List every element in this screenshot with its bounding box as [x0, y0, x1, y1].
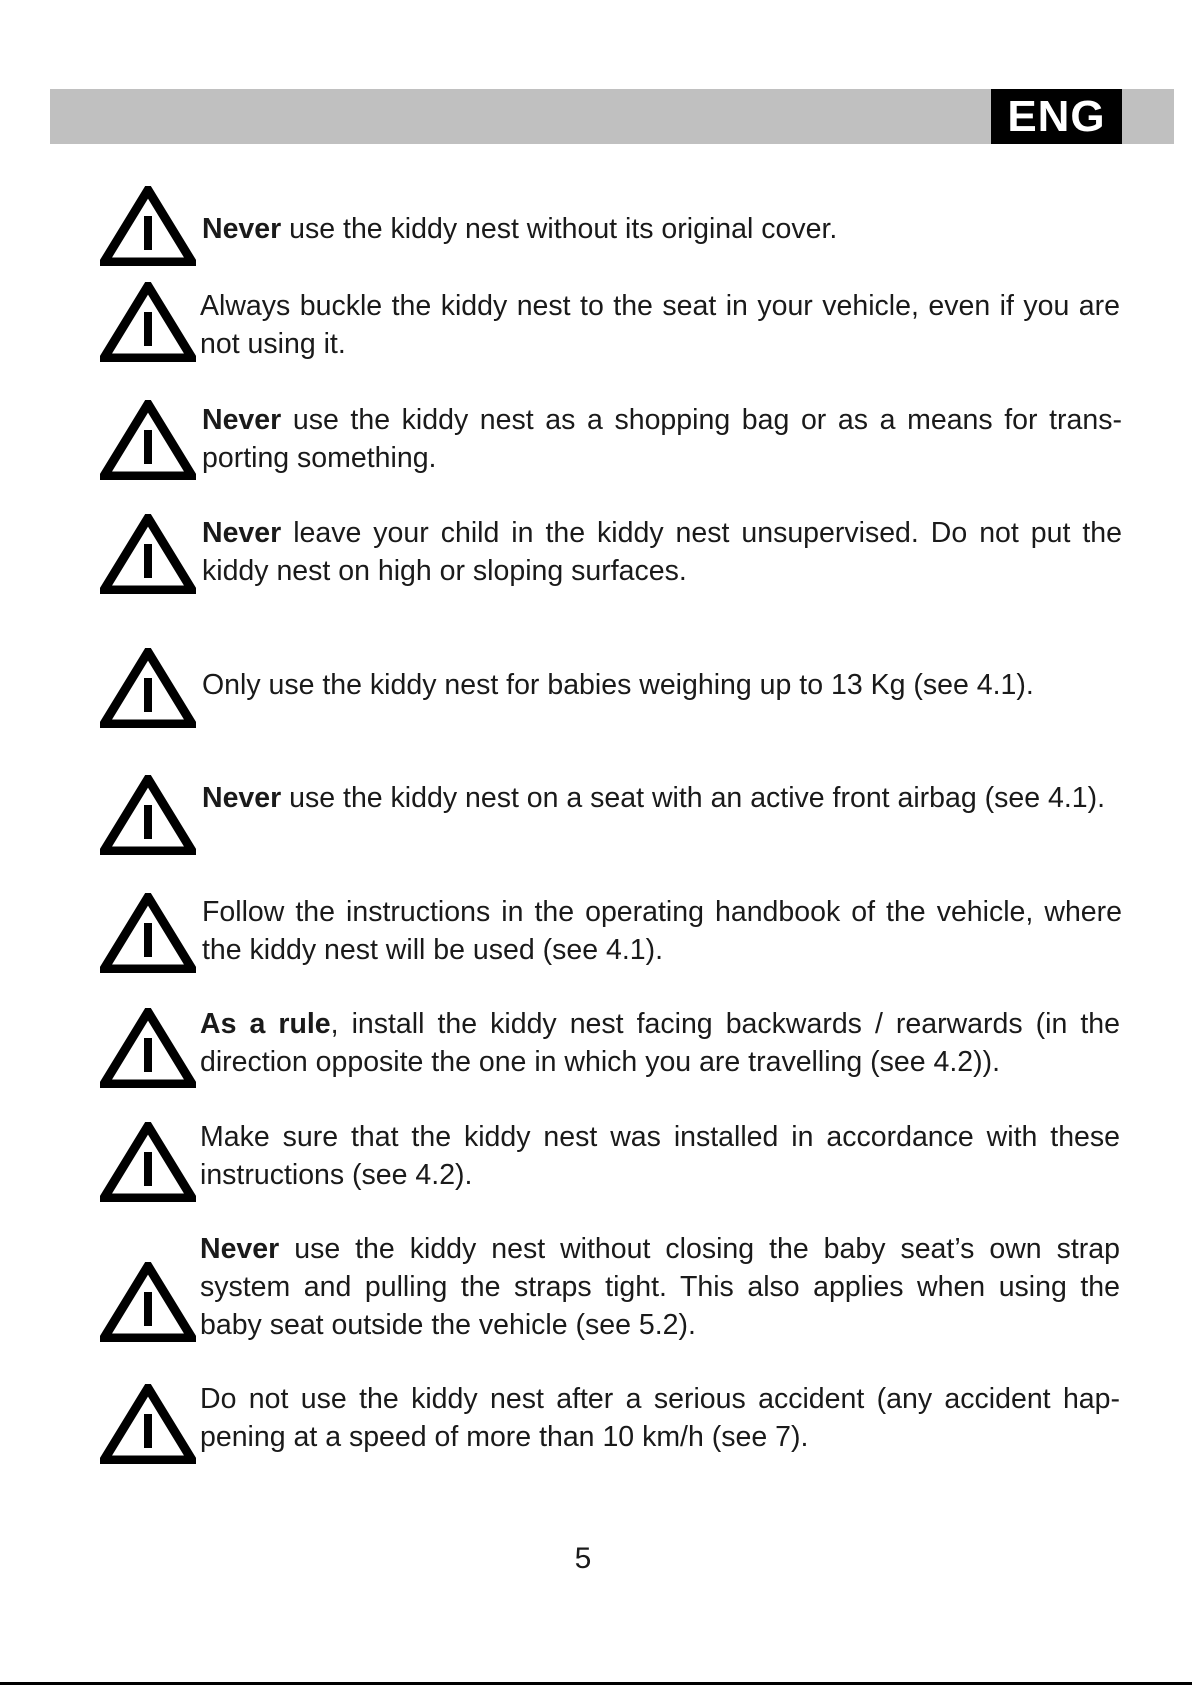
warning-triangle-icon — [100, 1122, 196, 1202]
warning-text — [200, 1118, 1120, 1194]
warning-body: use the kiddy nest without its original cover. — [281, 213, 838, 245]
warning-body: use the kiddy nest as a shopping bag or as a means for trans-porting something. — [202, 404, 1122, 474]
warning-emphasis: Never — [202, 404, 282, 436]
warning-triangle-icon — [100, 1384, 196, 1464]
warning-emphasis: Never — [200, 1233, 280, 1265]
warning-text — [200, 1230, 1120, 1344]
warning-text — [202, 401, 1122, 477]
warning-body: Do not use the kiddy nest after a serious accident (any accident hap-pening at a speed of more than 10 km/h (see 7). — [200, 1383, 1120, 1453]
warning-text — [200, 287, 1120, 363]
warning-triangle-icon — [100, 648, 196, 728]
warning-emphasis: Never — [202, 782, 282, 814]
warning-triangle-icon — [100, 1008, 196, 1088]
warning-body: Follow the instructions in the operating handbook of the vehicle, where the kiddy nest will be used (see 4.1). — [202, 896, 1122, 966]
page-number: 5 — [574, 1542, 592, 1575]
warning-text — [202, 666, 1122, 704]
warning-body: use the kiddy nest without closing the baby seat’s own strap system and pulling the straps tight. This also applies when using the baby seat outside the vehicle (see 5.2). — [200, 1233, 1120, 1341]
warning-triangle-icon — [100, 282, 196, 362]
warning-text — [202, 210, 1122, 248]
warning-body: Always buckle the kiddy nest to the seat in your vehicle, even if you are not using it. — [200, 290, 1120, 360]
warning-triangle-icon — [100, 775, 196, 855]
warning-triangle-icon — [100, 893, 196, 973]
warning-emphasis: Never — [202, 517, 282, 549]
warning-text — [200, 1005, 1120, 1081]
warning-body: leave your child in the kiddy nest unsupervised. Do not put the kiddy nest on high or sloping surfaces. — [202, 517, 1122, 587]
warning-triangle-icon — [100, 1262, 196, 1342]
warning-triangle-icon — [100, 400, 196, 480]
warning-text — [202, 514, 1122, 590]
warning-body: Make sure that the kiddy nest was installed in accordance with these instructions (see 4.2). — [200, 1121, 1120, 1191]
language-badge: ENG — [991, 89, 1122, 144]
warning-text — [202, 893, 1122, 969]
warning-body: , install the kiddy nest facing backwards / rearwards (in the direction opposite the one in which you are travelling (see 4.2)). — [200, 1008, 1120, 1078]
warning-emphasis: Never — [202, 213, 282, 245]
warning-triangle-icon — [100, 186, 196, 266]
warning-text — [200, 1380, 1120, 1456]
warning-emphasis: As a rule — [200, 1008, 331, 1040]
warning-body: use the kiddy nest on a seat with an active front airbag (see 4.1). — [281, 782, 1106, 814]
warning-triangle-icon — [100, 514, 196, 594]
warning-body: Only use the kiddy nest for babies weighing up to 13 Kg (see 4.1). — [202, 669, 1034, 701]
warning-text — [202, 779, 1122, 817]
